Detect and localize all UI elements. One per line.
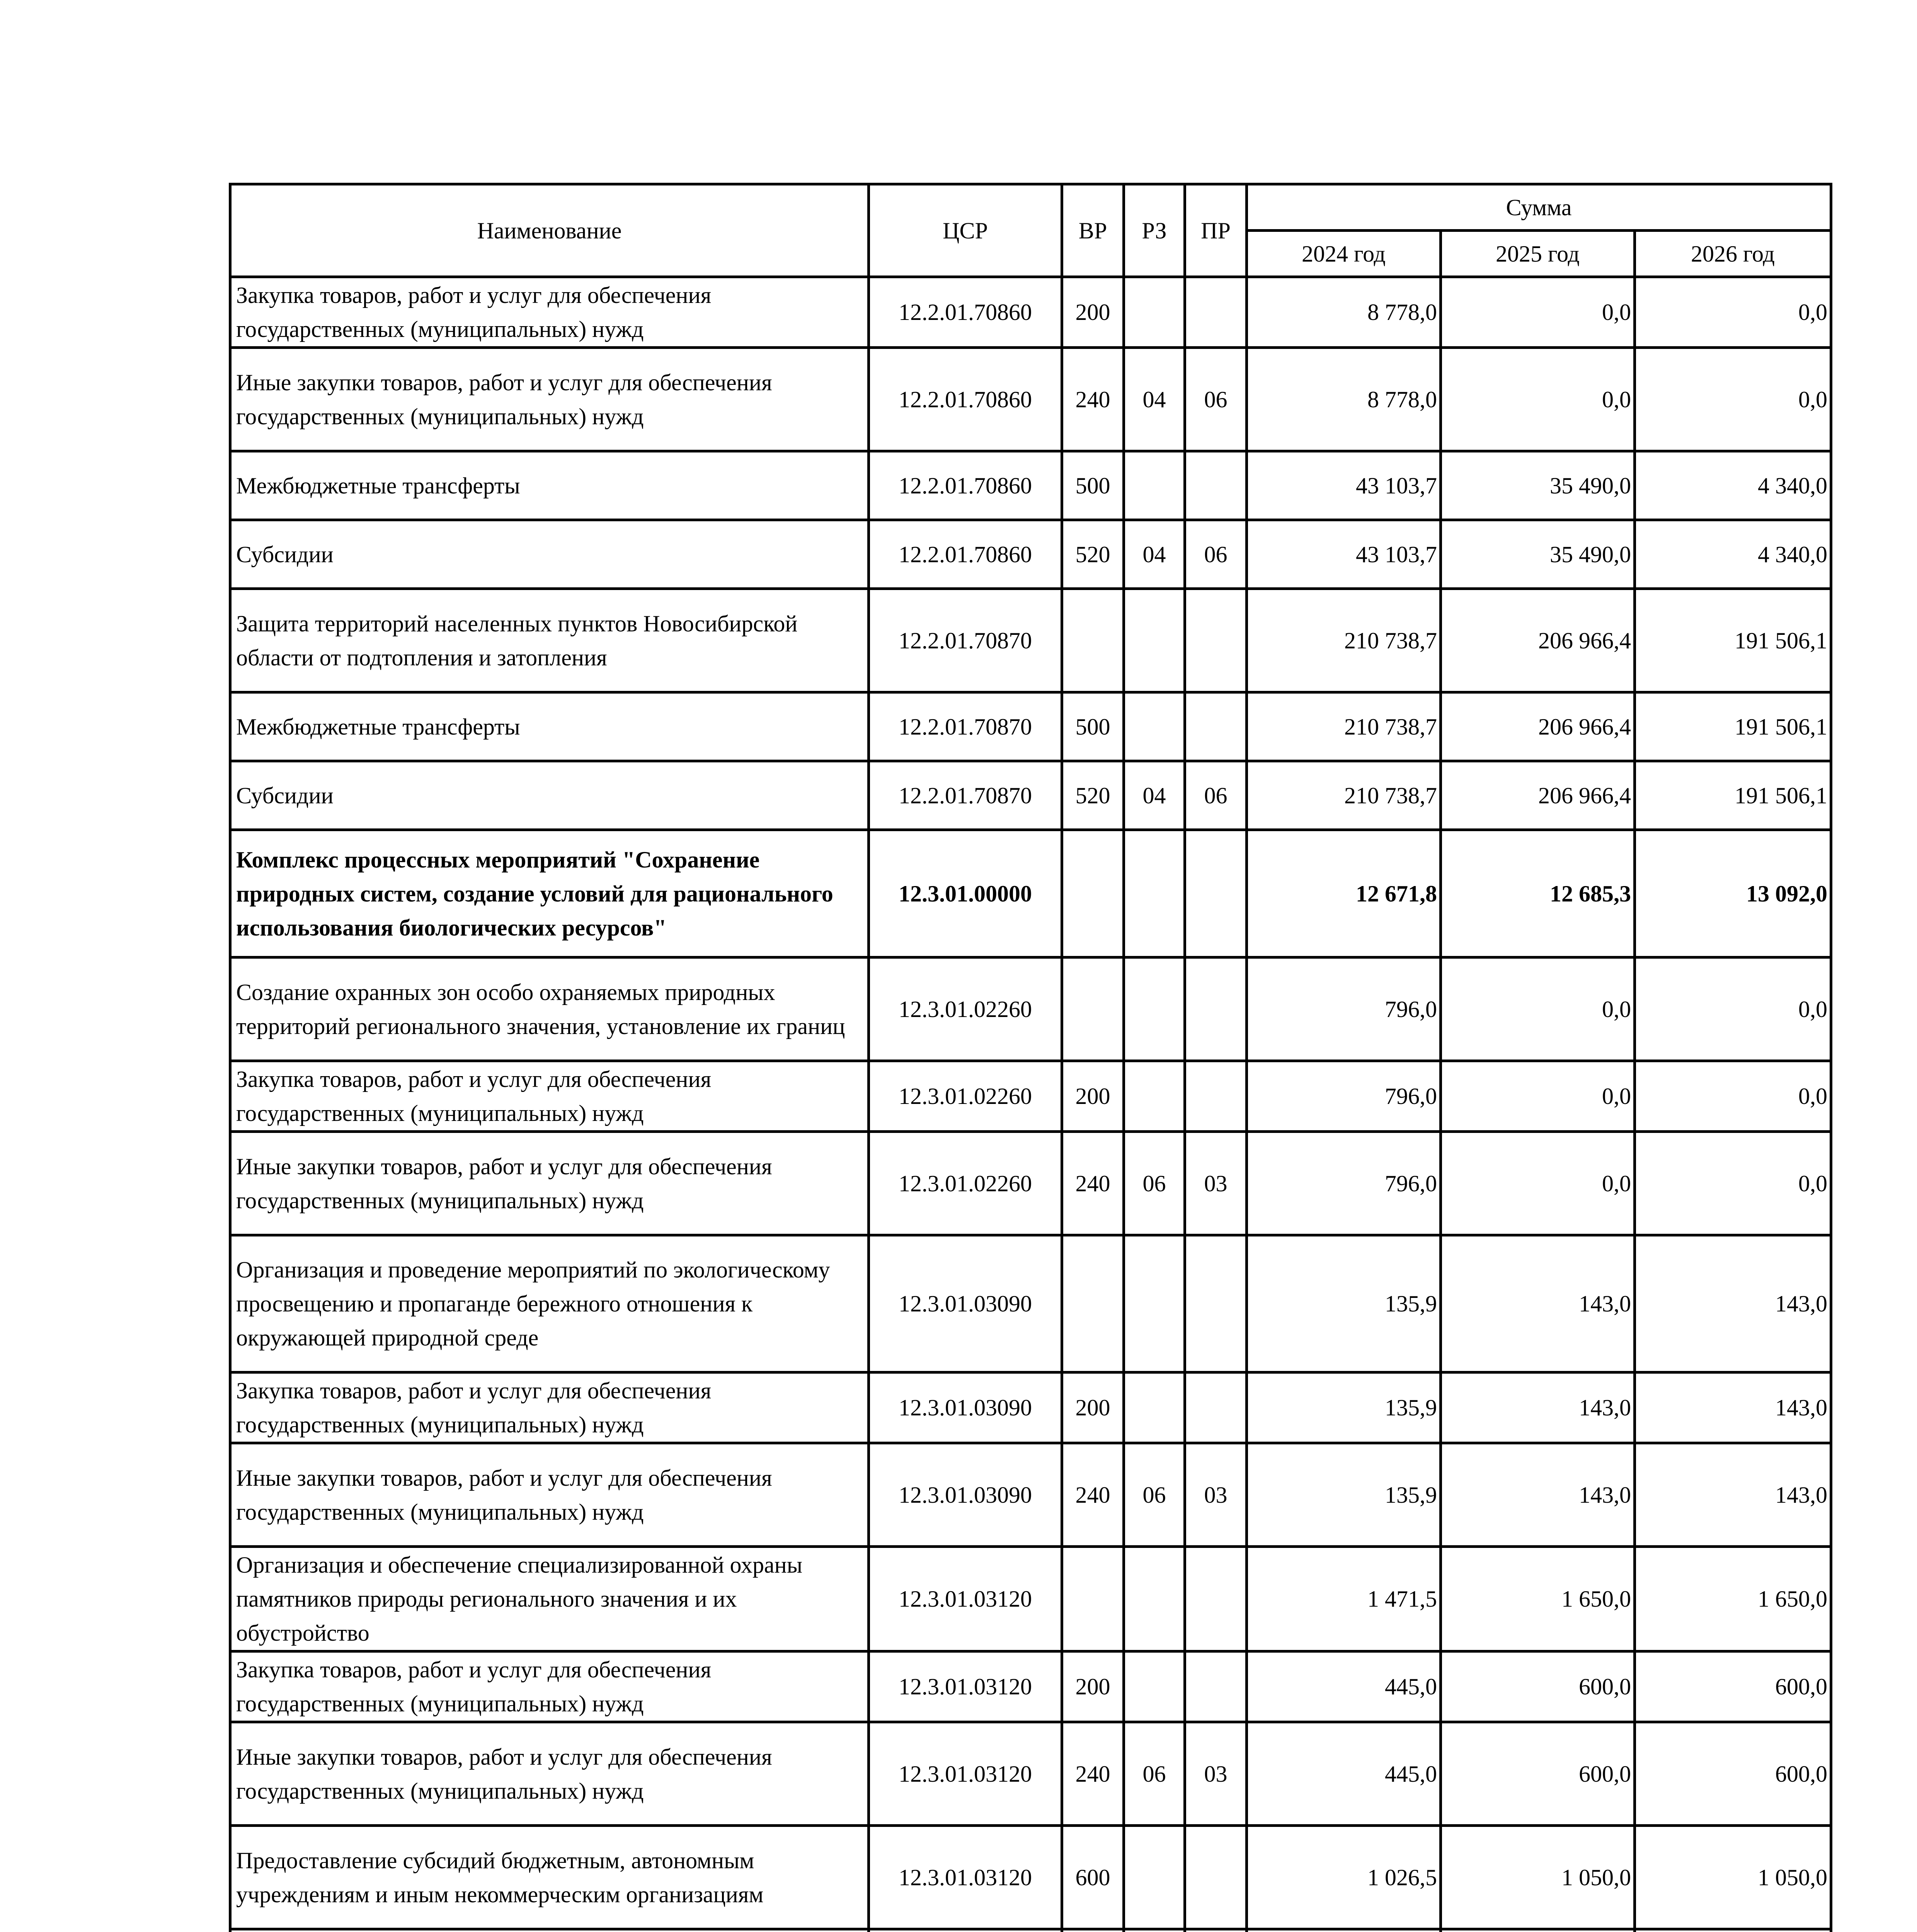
row-rz: 04 xyxy=(1124,520,1185,589)
row-name: Субсидии xyxy=(230,520,869,589)
row-vr xyxy=(1062,830,1124,957)
row-rz xyxy=(1124,1372,1185,1443)
header-pr: ПР xyxy=(1185,184,1247,277)
row-sum-2026: 0,0 xyxy=(1635,348,1831,451)
row-vr: 520 xyxy=(1062,761,1124,830)
row-csr: 12.2.01.70870 xyxy=(869,761,1062,830)
row-sum-2024: 8 778,0 xyxy=(1247,277,1441,348)
row-pr xyxy=(1185,1061,1247,1132)
header-year-2025: 2025 год xyxy=(1441,231,1635,277)
row-sum-2025: 0,0 xyxy=(1441,348,1635,451)
row-sum-2026: 143,0 xyxy=(1635,1235,1831,1372)
row-rz: 06 xyxy=(1124,1443,1185,1547)
row-sum-2026: 0,0 xyxy=(1635,277,1831,348)
row-sum-2026: 600,0 xyxy=(1635,1651,1831,1722)
row-sum-2025: 206 966,4 xyxy=(1441,692,1635,761)
row-sum-2024: 135,9 xyxy=(1247,1372,1441,1443)
row-pr xyxy=(1185,1929,1247,1932)
row-csr: 12.3.01.03090 xyxy=(869,1372,1062,1443)
row-csr: 12.3.01.03120 xyxy=(869,1826,1062,1929)
row-csr: 12.3.01.02260 xyxy=(869,957,1062,1061)
table-row xyxy=(230,1722,1831,1826)
row-sum-2025: 143,0 xyxy=(1441,1235,1635,1372)
row-sum-2024: 796,0 xyxy=(1247,1061,1441,1132)
row-pr xyxy=(1185,1826,1247,1929)
row-sum-2024 xyxy=(1247,1929,1441,1932)
row-rz xyxy=(1124,957,1185,1061)
row-name: Организация и проведение мероприятий по экологическому просвещению и пропаганде бережного отношения к окружающей природной среде xyxy=(230,1235,869,1372)
table-row xyxy=(230,692,1831,761)
row-pr xyxy=(1185,1372,1247,1443)
row-sum-2025: 143,0 xyxy=(1441,1443,1635,1547)
table-row xyxy=(230,451,1831,520)
row-rz xyxy=(1124,1235,1185,1372)
row-csr: 12.3.01.03120 xyxy=(869,1651,1062,1722)
row-csr: 12.2.01.70870 xyxy=(869,692,1062,761)
row-pr: 06 xyxy=(1185,761,1247,830)
row-rz: 04 xyxy=(1124,348,1185,451)
row-pr: 03 xyxy=(1185,1132,1247,1235)
row-sum-2026 xyxy=(1635,1929,1831,1932)
row-pr xyxy=(1185,589,1247,692)
row-sum-2026: 0,0 xyxy=(1635,957,1831,1061)
header-year-2026: 2026 год xyxy=(1635,231,1831,277)
row-sum-2026: 191 506,1 xyxy=(1635,589,1831,692)
row-vr xyxy=(1062,1547,1124,1651)
row-rz xyxy=(1124,451,1185,520)
row-csr: 12.2.01.70860 xyxy=(869,451,1062,520)
row-sum-2026: 600,0 xyxy=(1635,1722,1831,1826)
row-vr: 240 xyxy=(1062,1443,1124,1547)
row-sum-2025: 1 050,0 xyxy=(1441,1826,1635,1929)
table-row xyxy=(230,277,1831,348)
table-row xyxy=(230,520,1831,589)
row-rz xyxy=(1124,1547,1185,1651)
row-sum-2025: 12 685,3 xyxy=(1441,830,1635,957)
row-sum-2024: 8 778,0 xyxy=(1247,348,1441,451)
row-sum-2026: 0,0 xyxy=(1635,1061,1831,1132)
row-name: Предоставление субсидий бюджетным, автономным учреждениям и иным некоммерческим организациям xyxy=(230,1826,869,1929)
table-row xyxy=(230,761,1831,830)
row-sum-2026: 191 506,1 xyxy=(1635,692,1831,761)
row-csr: 12.3.01.03090 xyxy=(869,1443,1062,1547)
table-row xyxy=(230,1235,1831,1372)
row-rz: 06 xyxy=(1124,1722,1185,1826)
row-pr xyxy=(1185,830,1247,957)
row-pr: 03 xyxy=(1185,1722,1247,1826)
row-vr: 520 xyxy=(1062,520,1124,589)
row-sum-2026: 143,0 xyxy=(1635,1443,1831,1547)
header-csr: ЦСР xyxy=(869,184,1062,277)
row-pr xyxy=(1185,692,1247,761)
row-pr xyxy=(1185,451,1247,520)
row-vr: 200 xyxy=(1062,1372,1124,1443)
table-row xyxy=(230,1826,1831,1929)
row-sum-2025: 35 490,0 xyxy=(1441,520,1635,589)
row-name: Иные закупки товаров, работ и услуг для обеспечения государственных (муниципальных) нужд xyxy=(230,348,869,451)
row-vr: 200 xyxy=(1062,1651,1124,1722)
row-sum-2024: 445,0 xyxy=(1247,1722,1441,1826)
row-rz xyxy=(1124,692,1185,761)
row-pr xyxy=(1185,277,1247,348)
row-name: Защита территорий населенных пунктов Новосибирской области от подтопления и затопления xyxy=(230,589,869,692)
row-sum-2025: 0,0 xyxy=(1441,1132,1635,1235)
row-pr xyxy=(1185,1235,1247,1372)
row-vr: 200 xyxy=(1062,277,1124,348)
row-name: Иные закупки товаров, работ и услуг для обеспечения государственных (муниципальных) нужд xyxy=(230,1132,869,1235)
row-sum-2025: 206 966,4 xyxy=(1441,761,1635,830)
table-row xyxy=(230,1061,1831,1132)
row-csr: 12.3.01.03120 xyxy=(869,1722,1062,1826)
row-sum-2024: 796,0 xyxy=(1247,1132,1441,1235)
row-vr xyxy=(1062,1929,1124,1932)
budget-table xyxy=(229,183,1832,1932)
table-row xyxy=(230,1443,1831,1547)
row-vr: 240 xyxy=(1062,348,1124,451)
row-sum-2025 xyxy=(1441,1929,1635,1932)
row-vr: 200 xyxy=(1062,1061,1124,1132)
row-sum-2024: 135,9 xyxy=(1247,1443,1441,1547)
row-rz xyxy=(1124,277,1185,348)
row-name: Межбюджетные трансферты xyxy=(230,451,869,520)
row-rz xyxy=(1124,830,1185,957)
table-row xyxy=(230,589,1831,692)
row-sum-2026: 13 092,0 xyxy=(1635,830,1831,957)
row-name: Субсидии xyxy=(230,761,869,830)
row-sum-2024: 43 103,7 xyxy=(1247,520,1441,589)
row-pr: 06 xyxy=(1185,520,1247,589)
row-sum-2024: 210 738,7 xyxy=(1247,692,1441,761)
row-name: Закупка товаров, работ и услуг для обеспечения государственных (муниципальных) нужд xyxy=(230,277,869,348)
row-sum-2025: 0,0 xyxy=(1441,1061,1635,1132)
table-row xyxy=(230,830,1831,957)
table-row xyxy=(230,957,1831,1061)
row-csr xyxy=(869,1929,1062,1932)
row-sum-2026: 1 050,0 xyxy=(1635,1826,1831,1929)
row-csr: 12.3.01.02260 xyxy=(869,1132,1062,1235)
row-rz xyxy=(1124,1929,1185,1932)
row-csr: 12.2.01.70860 xyxy=(869,348,1062,451)
row-sum-2026: 191 506,1 xyxy=(1635,761,1831,830)
row-sum-2025: 600,0 xyxy=(1441,1722,1635,1826)
row-sum-2025: 1 650,0 xyxy=(1441,1547,1635,1651)
header-name: Наименование xyxy=(230,184,869,277)
row-vr: 600 xyxy=(1062,1826,1124,1929)
row-pr xyxy=(1185,1547,1247,1651)
table-row xyxy=(230,1651,1831,1722)
row-pr xyxy=(1185,957,1247,1061)
row-sum-2025: 600,0 xyxy=(1441,1651,1635,1722)
header-vr: ВР xyxy=(1062,184,1124,277)
row-name: Комплекс процессных мероприятий "Сохранение природных систем, создание условий для рационального использования биологических ресурсов" xyxy=(230,830,869,957)
table-row xyxy=(230,348,1831,451)
row-rz xyxy=(1124,1651,1185,1722)
row-name: Закупка товаров, работ и услуг для обеспечения государственных (муниципальных) нужд xyxy=(230,1651,869,1722)
row-sum-2024: 43 103,7 xyxy=(1247,451,1441,520)
row-vr: 500 xyxy=(1062,451,1124,520)
row-vr xyxy=(1062,957,1124,1061)
row-pr: 03 xyxy=(1185,1443,1247,1547)
row-sum-2025: 0,0 xyxy=(1441,277,1635,348)
table-row xyxy=(230,1372,1831,1443)
table-row xyxy=(230,1929,1831,1932)
row-rz xyxy=(1124,1826,1185,1929)
row-sum-2024: 210 738,7 xyxy=(1247,761,1441,830)
header-rz: РЗ xyxy=(1124,184,1185,277)
row-vr xyxy=(1062,589,1124,692)
row-name: Иные закупки товаров, работ и услуг для обеспечения государственных (муниципальных) нужд xyxy=(230,1443,869,1547)
row-vr: 240 xyxy=(1062,1132,1124,1235)
row-rz xyxy=(1124,1061,1185,1132)
row-sum-2026: 4 340,0 xyxy=(1635,520,1831,589)
row-sum-2026: 4 340,0 xyxy=(1635,451,1831,520)
row-name: Закупка товаров, работ и услуг для обеспечения государственных (муниципальных) нужд xyxy=(230,1061,869,1132)
row-sum-2024: 210 738,7 xyxy=(1247,589,1441,692)
row-sum-2024: 1 026,5 xyxy=(1247,1826,1441,1929)
row-rz: 06 xyxy=(1124,1132,1185,1235)
table-row xyxy=(230,1132,1831,1235)
row-sum-2026: 1 650,0 xyxy=(1635,1547,1831,1651)
row-sum-2024: 796,0 xyxy=(1247,957,1441,1061)
row-csr: 12.2.01.70860 xyxy=(869,520,1062,589)
row-csr: 12.3.01.00000 xyxy=(869,830,1062,957)
row-sum-2024: 445,0 xyxy=(1247,1651,1441,1722)
row-sum-2024: 135,9 xyxy=(1247,1235,1441,1372)
row-csr: 12.3.01.03090 xyxy=(869,1235,1062,1372)
row-vr: 500 xyxy=(1062,692,1124,761)
row-pr xyxy=(1185,1651,1247,1722)
row-sum-2025: 143,0 xyxy=(1441,1372,1635,1443)
row-name: Создание охранных зон особо охраняемых природных территорий регионального значения, установление их границ xyxy=(230,957,869,1061)
row-csr: 12.3.01.02260 xyxy=(869,1061,1062,1132)
row-csr: 12.3.01.03120 xyxy=(869,1547,1062,1651)
row-sum-2026: 143,0 xyxy=(1635,1372,1831,1443)
row-rz: 04 xyxy=(1124,761,1185,830)
row-rz xyxy=(1124,589,1185,692)
row-sum-2025: 0,0 xyxy=(1441,957,1635,1061)
row-sum-2025: 35 490,0 xyxy=(1441,451,1635,520)
row-vr: 240 xyxy=(1062,1722,1124,1826)
row-sum-2026: 0,0 xyxy=(1635,1132,1831,1235)
row-pr: 06 xyxy=(1185,348,1247,451)
row-sum-2024: 1 471,5 xyxy=(1247,1547,1441,1651)
row-name: Иные закупки товаров, работ и услуг для обеспечения государственных (муниципальных) нужд xyxy=(230,1722,869,1826)
row-sum-2025: 206 966,4 xyxy=(1441,589,1635,692)
header-year-2024: 2024 год xyxy=(1247,231,1441,277)
row-name xyxy=(230,1929,869,1932)
row-name: Организация и обеспечение специализированной охраны памятников природы регионального значения и их обустройство xyxy=(230,1547,869,1651)
table-body xyxy=(230,277,1831,1932)
row-name: Закупка товаров, работ и услуг для обеспечения государственных (муниципальных) нужд xyxy=(230,1372,869,1443)
row-csr: 12.2.01.70870 xyxy=(869,589,1062,692)
row-sum-2024: 12 671,8 xyxy=(1247,830,1441,957)
row-name: Межбюджетные трансферты xyxy=(230,692,869,761)
row-vr xyxy=(1062,1235,1124,1372)
row-csr: 12.2.01.70860 xyxy=(869,277,1062,348)
table-row xyxy=(230,1547,1831,1651)
header-sum: Сумма xyxy=(1247,184,1831,231)
